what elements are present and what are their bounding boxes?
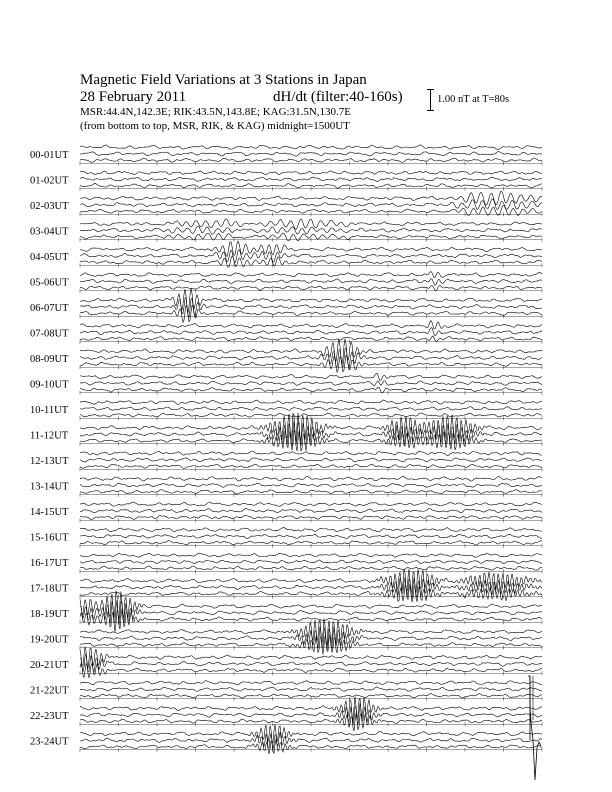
trace-kag <box>80 476 542 481</box>
trace-msr <box>80 663 542 678</box>
hour-row <box>30 647 542 678</box>
hour-row <box>30 502 542 522</box>
chart-title: Magnetic Field Variations at 3 Stations in Japan <box>80 72 367 88</box>
trace-rik <box>80 534 542 538</box>
trace-kag <box>80 400 542 404</box>
row-label: 22-23UT <box>30 710 69 722</box>
trace-rik <box>80 177 542 181</box>
trace-rik <box>80 703 542 725</box>
hour-row <box>30 272 542 293</box>
hour-row <box>30 451 542 471</box>
trace-rik <box>80 279 542 286</box>
row-label: 05-06UT <box>30 277 69 289</box>
row-label: 02-03UT <box>30 200 69 212</box>
hour-row <box>30 373 542 395</box>
trace-kag <box>80 451 542 455</box>
chart-date: 28 February 2011 <box>80 89 187 105</box>
trace-rik <box>80 381 542 386</box>
trace-rik <box>80 226 542 234</box>
hour-row <box>30 476 542 496</box>
trace-rik <box>80 509 542 513</box>
hour-row <box>30 527 542 547</box>
trace-order-note: (from bottom to top, MSR, RIK, & KAG) midnight=1500UT <box>80 120 350 132</box>
trace-kag <box>80 191 542 205</box>
station-coordinates: MSR:44.4N,142.3E; RIK:43.5N,143.8E; KAG:31.5N,130.7E <box>80 106 352 118</box>
trace-kag <box>80 553 542 557</box>
row-label: 23-24UT <box>30 736 69 748</box>
trace-kag <box>80 241 542 256</box>
hour-row <box>30 413 542 451</box>
hour-row <box>30 697 542 731</box>
row-label: 13-14UT <box>30 481 69 493</box>
hour-row <box>30 339 542 372</box>
trace-kag <box>80 272 542 278</box>
hour-row <box>30 288 542 322</box>
trace-kag <box>80 171 542 175</box>
row-label: 12-13UT <box>30 455 69 467</box>
trace-kag <box>80 681 542 685</box>
trace-rik <box>80 457 542 462</box>
row-label: 17-18UT <box>30 583 69 595</box>
hour-row <box>30 321 542 344</box>
row-label: 10-11UT <box>30 404 69 416</box>
chart-quantity: dH/dt (filter:40-160s) <box>273 89 403 105</box>
trace-kag <box>80 373 542 380</box>
row-label: 14-15UT <box>30 506 69 518</box>
row-label: 09-10UT <box>30 379 69 391</box>
trace-rik <box>80 250 542 263</box>
trace-rik <box>80 328 542 336</box>
row-label: 03-04UT <box>30 226 69 238</box>
row-label: 19-20UT <box>30 634 69 646</box>
hour-row <box>30 618 542 654</box>
trace-kag <box>80 145 542 150</box>
hour-row <box>30 171 542 191</box>
row-label: 16-17UT <box>30 557 69 569</box>
row-label: 21-22UT <box>30 685 69 697</box>
row-label: 08-09UT <box>30 353 69 365</box>
trace-kag <box>80 502 542 506</box>
trace-rik <box>80 687 542 691</box>
hour-row <box>30 219 542 242</box>
row-label: 06-07UT <box>30 302 69 314</box>
trace-overflow-spike <box>528 676 541 780</box>
trace-rik <box>80 483 542 487</box>
amplitude-scale-label: 1.00 nT at T=80s <box>437 94 510 105</box>
trace-kag <box>80 321 542 329</box>
hour-row <box>30 553 542 573</box>
trace-msr <box>80 634 542 655</box>
trace-kag <box>80 647 542 669</box>
row-label: 15-16UT <box>30 532 69 544</box>
row-label: 00-01UT <box>30 149 69 161</box>
row-label: 20-21UT <box>30 659 69 671</box>
trace-rik <box>80 407 542 411</box>
row-label: 11-12UT <box>30 430 69 442</box>
trace-kag <box>80 527 542 531</box>
hour-row <box>30 145 542 165</box>
row-label: 07-08UT <box>30 328 69 340</box>
row-label: 18-19UT <box>30 608 69 620</box>
hour-row <box>30 681 542 701</box>
trace-rik <box>80 199 542 209</box>
hour-row <box>30 241 542 267</box>
trace-rik <box>80 560 542 564</box>
hour-row <box>30 191 542 216</box>
hour-row <box>30 724 542 754</box>
row-label: 04-05UT <box>30 251 69 263</box>
trace-rik <box>80 152 542 157</box>
row-label: 01-02UT <box>30 175 69 187</box>
hour-row <box>30 400 542 420</box>
